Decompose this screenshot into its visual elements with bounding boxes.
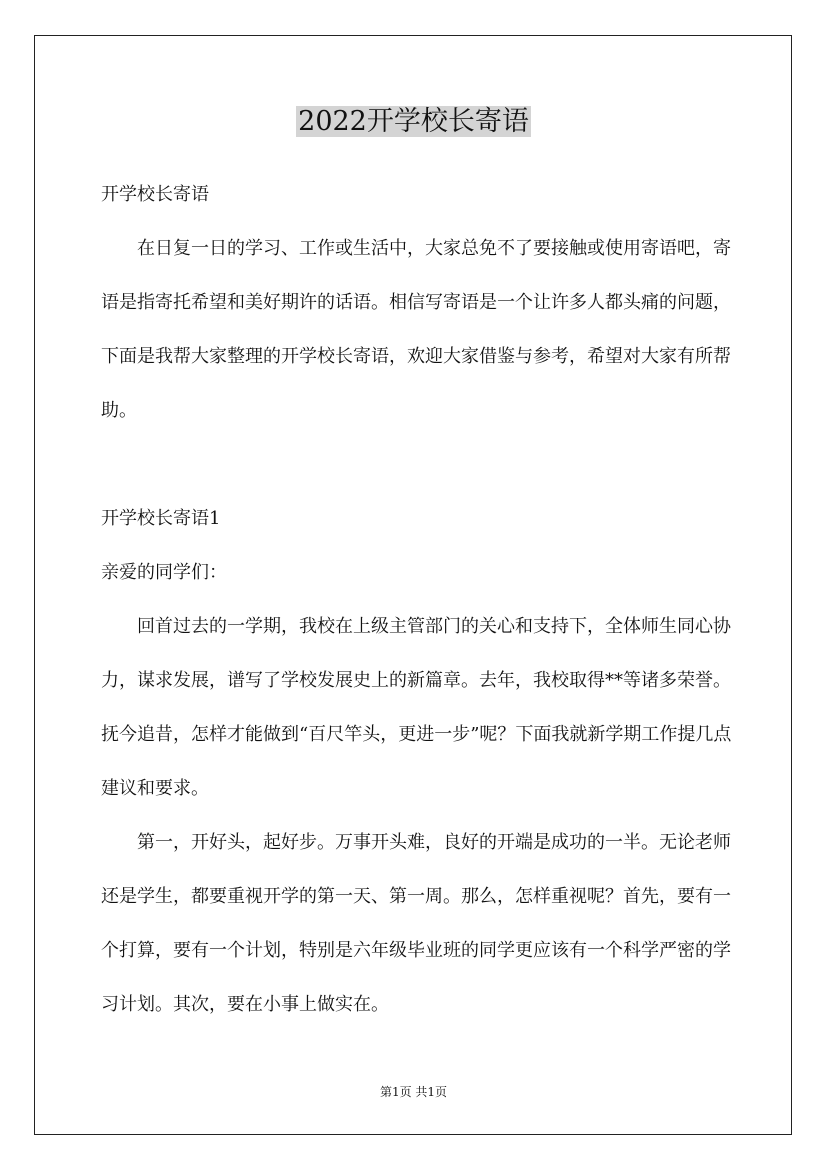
body-paragraph-2: 第一，开好头，起好步。万事开头难，良好的开端是成功的一半。无论老师还是学生，都要重视开学的第一天、第一周。那么，怎样重视呢？首先，要有一个打算，要有一个计划，特别是六年级毕业班的同学更应该有一个科学严密的学习计划。其次，要在小事上做实在。 <box>101 832 731 1015</box>
salutation: 亲爱的同学们： <box>101 562 227 583</box>
body-paragraph-1: 回首过去的一学期，我校在上级主管部门的关心和支持下，全体师生同心协力，谋求发展，谱写了学校发展史上的新篇章。去年，我校取得**等诸多荣誉。抚今追昔，怎样才能做到“百尺竿头，更进一步”呢？下面我就新学期工作提几点建议和要求。 <box>101 616 732 799</box>
document-title-text: 2022开学校长寄语 <box>298 106 529 137</box>
document-title <box>0 102 827 142</box>
intro-paragraph: 在日复一日的学习、工作或生活中，大家总免不了要接触或使用寄语吧，寄语是指寄托希望和美好期许的话语。相信写寄语是一个让许多人都头痛的问题，下面是我帮大家整理的开学校长寄语，欢迎大家借鉴与参考，希望对大家有所帮助。 <box>101 238 731 421</box>
page-number: 第1页 共1页 <box>379 1085 448 1099</box>
document-body <box>101 168 741 1032</box>
paragraph-spacer <box>101 438 741 492</box>
section-heading: 开学校长寄语1 <box>101 508 221 529</box>
document-heading: 开学校长寄语 <box>101 184 209 205</box>
page-footer <box>0 1082 827 1102</box>
